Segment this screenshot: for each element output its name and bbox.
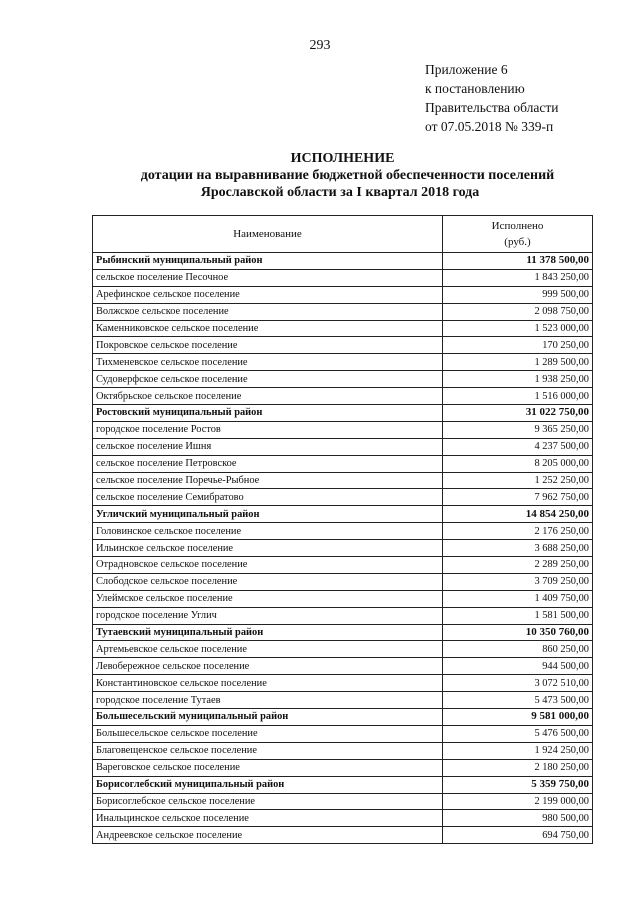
- row-value: 5 473 500,00: [443, 692, 593, 709]
- row-value: 2 199 000,00: [443, 793, 593, 810]
- table-row: [93, 354, 593, 371]
- row-name: Борисоглебский муниципальный район: [93, 776, 443, 793]
- table-row: [93, 607, 593, 624]
- table-row: [93, 725, 593, 742]
- row-value: 31 022 750,00: [443, 405, 593, 422]
- appendix-line-4: от 07.05.2018 № 339-п: [425, 119, 554, 134]
- row-value: 860 250,00: [443, 641, 593, 658]
- row-name: Большесельское сельское поселение: [93, 725, 443, 742]
- row-name: Инальцинское сельское поселение: [93, 810, 443, 827]
- row-name: Отрадновское сельское поселение: [93, 557, 443, 574]
- table-row: [93, 540, 593, 557]
- header-executed-line-1: Исполнено: [491, 220, 544, 232]
- row-name: городское поселение Ростов: [93, 421, 443, 438]
- header-executed-line-2: (руб.): [504, 236, 531, 248]
- district-row: [93, 776, 593, 793]
- row-value: 3 072 510,00: [443, 675, 593, 692]
- row-name: сельское поселение Ишня: [93, 438, 443, 455]
- district-row: [93, 405, 593, 422]
- table-header-row: [93, 216, 593, 253]
- row-name: Благовещенское сельское поселение: [93, 742, 443, 759]
- table-row: [93, 489, 593, 506]
- title-line-2: дотации на выравнивание бюджетной обеспеченности поселений: [140, 168, 555, 183]
- table-row: [93, 810, 593, 827]
- row-value: 7 962 750,00: [443, 489, 593, 506]
- table-row: [93, 641, 593, 658]
- row-name: Каменниковское сельское поселение: [93, 320, 443, 337]
- row-name: Борисоглебское сельское поселение: [93, 793, 443, 810]
- row-name: Судоверфское сельское поселение: [93, 371, 443, 388]
- row-value: 14 854 250,00: [443, 506, 593, 523]
- header-executed: [443, 216, 593, 253]
- row-value: 10 350 760,00: [443, 624, 593, 641]
- row-name: Артемьевское сельское поселение: [93, 641, 443, 658]
- page-number: 293: [309, 38, 331, 53]
- row-value: 944 500,00: [443, 658, 593, 675]
- table-row: [93, 337, 593, 354]
- row-value: 980 500,00: [443, 810, 593, 827]
- table-row: [93, 269, 593, 286]
- row-value: 5 476 500,00: [443, 725, 593, 742]
- row-value: 999 500,00: [443, 286, 593, 303]
- row-name: Вареговское сельское поселение: [93, 759, 443, 776]
- row-name: Покровское сельское поселение: [93, 337, 443, 354]
- table-row: [93, 742, 593, 759]
- table-row: [93, 692, 593, 709]
- row-name: Ильинское сельское поселение: [93, 540, 443, 557]
- row-value: 9 581 000,00: [443, 709, 593, 726]
- row-name: Левобережное сельское поселение: [93, 658, 443, 675]
- table-row: [93, 286, 593, 303]
- row-name: сельское поселение Песочное: [93, 269, 443, 286]
- row-value: 2 098 750,00: [443, 303, 593, 320]
- table-row: [93, 523, 593, 540]
- row-name: Тутаевский муниципальный район: [93, 624, 443, 641]
- table-row: [93, 320, 593, 337]
- row-value: 8 205 000,00: [443, 455, 593, 472]
- table-row: [93, 557, 593, 574]
- title-line-1: ИСПОЛНЕНИЕ: [290, 151, 395, 166]
- row-name: сельское поселение Петровское: [93, 455, 443, 472]
- row-value: 1 581 500,00: [443, 607, 593, 624]
- row-name: Угличский муниципальный район: [93, 506, 443, 523]
- appendix-line-3: Правительства области: [425, 100, 559, 115]
- row-value: 1 843 250,00: [443, 269, 593, 286]
- row-name: городское поселение Углич: [93, 607, 443, 624]
- row-name: Октябрьское сельское поселение: [93, 388, 443, 405]
- row-value: 5 359 750,00: [443, 776, 593, 793]
- table-row: [93, 303, 593, 320]
- table-row: [93, 590, 593, 607]
- row-name: Константиновское сельское поселение: [93, 675, 443, 692]
- table-row: [93, 573, 593, 590]
- row-value: 4 237 500,00: [443, 438, 593, 455]
- row-name: Большесельский муниципальный район: [93, 709, 443, 726]
- row-name: сельское поселение Поречье-Рыбное: [93, 472, 443, 489]
- row-value: 1 516 000,00: [443, 388, 593, 405]
- row-value: 3 709 250,00: [443, 573, 593, 590]
- row-value: 11 378 500,00: [443, 253, 593, 270]
- district-row: [93, 624, 593, 641]
- district-row: [93, 709, 593, 726]
- execution-table: [92, 215, 593, 844]
- table-body: [93, 253, 593, 844]
- row-name: Ростовский муниципальный район: [93, 405, 443, 422]
- row-value: 1 523 000,00: [443, 320, 593, 337]
- row-name: сельское поселение Семибратово: [93, 489, 443, 506]
- row-value: 2 289 250,00: [443, 557, 593, 574]
- row-name: Рыбинский муниципальный район: [93, 253, 443, 270]
- row-name: Головинское сельское поселение: [93, 523, 443, 540]
- table-row: [93, 793, 593, 810]
- row-value: 1 252 250,00: [443, 472, 593, 489]
- appendix-line-1: Приложение 6: [425, 62, 508, 77]
- row-value: 2 180 250,00: [443, 759, 593, 776]
- header-name: Наименование: [93, 216, 443, 253]
- table-row: [93, 827, 593, 844]
- row-name: Слободское сельское поселение: [93, 573, 443, 590]
- row-value: 9 365 250,00: [443, 421, 593, 438]
- row-value: 3 688 250,00: [443, 540, 593, 557]
- table-row: [93, 658, 593, 675]
- row-name: Волжское сельское поселение: [93, 303, 443, 320]
- appendix-block: [425, 60, 558, 136]
- title-line-3: Ярославской области за I квартал 2018 года: [200, 185, 480, 200]
- table-row: [93, 675, 593, 692]
- row-value: 2 176 250,00: [443, 523, 593, 540]
- table-row: [93, 472, 593, 489]
- row-name: Андреевское сельское поселение: [93, 827, 443, 844]
- row-value: 1 924 250,00: [443, 742, 593, 759]
- row-name: Тихменевское сельское поселение: [93, 354, 443, 371]
- row-value: 1 938 250,00: [443, 371, 593, 388]
- table-row: [93, 388, 593, 405]
- appendix-line-2: к постановлению: [425, 81, 525, 96]
- row-name: Улеймское сельское поселение: [93, 590, 443, 607]
- row-name: Арефинское сельское поселение: [93, 286, 443, 303]
- table-row: [93, 455, 593, 472]
- row-value: 170 250,00: [443, 337, 593, 354]
- row-value: 694 750,00: [443, 827, 593, 844]
- row-value: 1 289 500,00: [443, 354, 593, 371]
- document-title: [0, 150, 640, 201]
- table-row: [93, 371, 593, 388]
- table-row: [93, 421, 593, 438]
- table-row: [93, 438, 593, 455]
- district-row: [93, 253, 593, 270]
- row-name: городское поселение Тутаев: [93, 692, 443, 709]
- row-value: 1 409 750,00: [443, 590, 593, 607]
- table-row: [93, 759, 593, 776]
- district-row: [93, 506, 593, 523]
